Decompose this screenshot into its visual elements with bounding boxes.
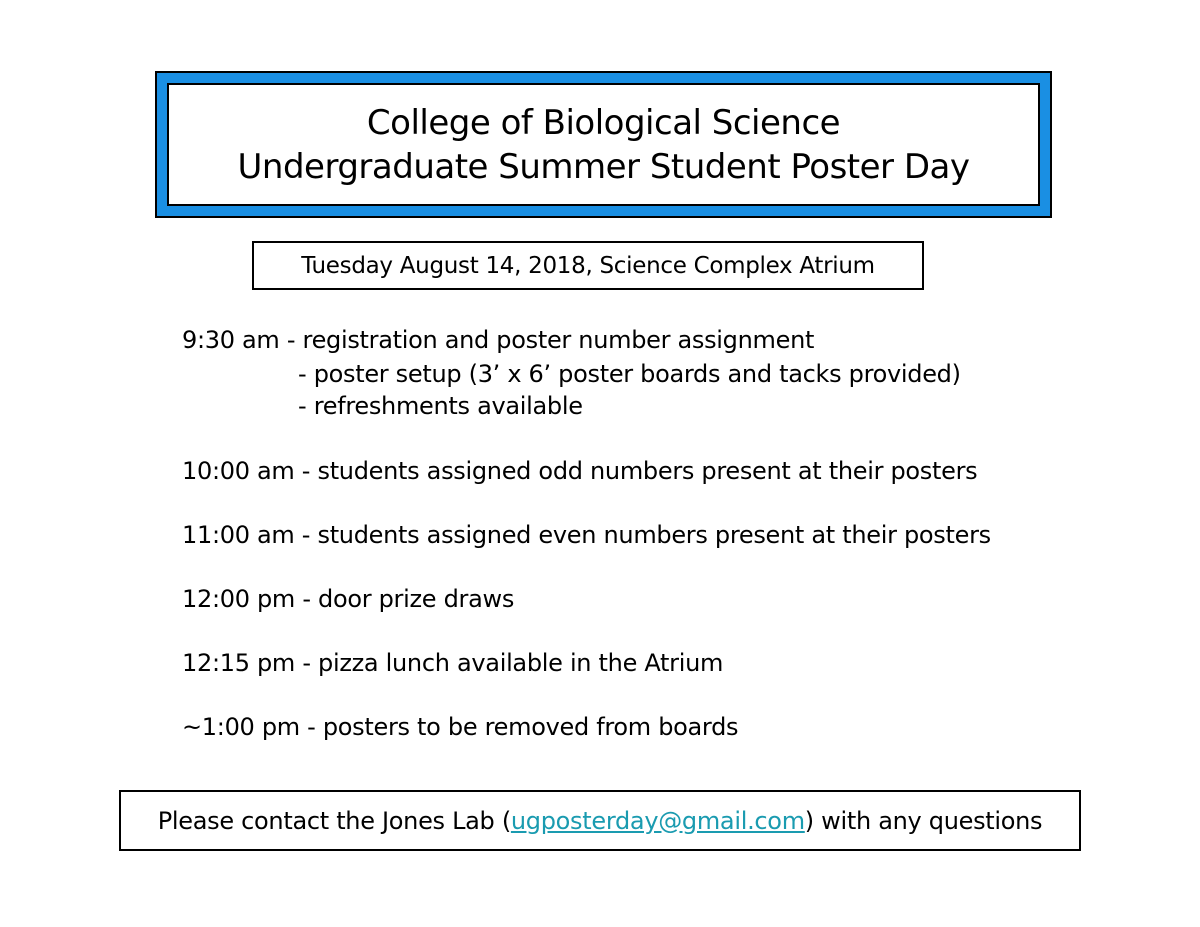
date-location-text: Tuesday August 14, 2018, Science Complex Atrium (301, 252, 875, 279)
schedule-item-1100: 11:00 am - students assigned even numbers present at their posters (182, 521, 991, 549)
contact-suffix: ) with any questions (804, 806, 1043, 835)
schedule-subitem-refreshments: - refreshments available (298, 392, 583, 420)
schedule-item-1200: 12:00 pm - door prize draws (182, 585, 515, 613)
schedule-item-100: ~1:00 pm - posters to be removed from boards (182, 713, 739, 741)
title-line-1: College of Biological Science (366, 102, 841, 143)
contact-email-link[interactable]: ugposterday@gmail.com (510, 806, 805, 835)
contact-prefix: Please contact the Jones Lab ( (157, 806, 511, 835)
title-line-2: Undergraduate Summer Student Poster Day (237, 146, 970, 187)
schedule-subitem-poster-setup: - poster setup (3’ x 6’ poster boards and tacks provided) (298, 360, 961, 388)
schedule-item-1215: 12:15 pm - pizza lunch available in the Atrium (182, 649, 724, 677)
title-frame (155, 71, 1052, 218)
title-box (167, 83, 1040, 206)
schedule-item-930: 9:30 am - registration and poster number assignment (182, 326, 815, 354)
contact-box (119, 790, 1081, 851)
schedule-item-1000: 10:00 am - students assigned odd numbers present at their posters (182, 457, 978, 485)
date-location-box (252, 241, 924, 290)
